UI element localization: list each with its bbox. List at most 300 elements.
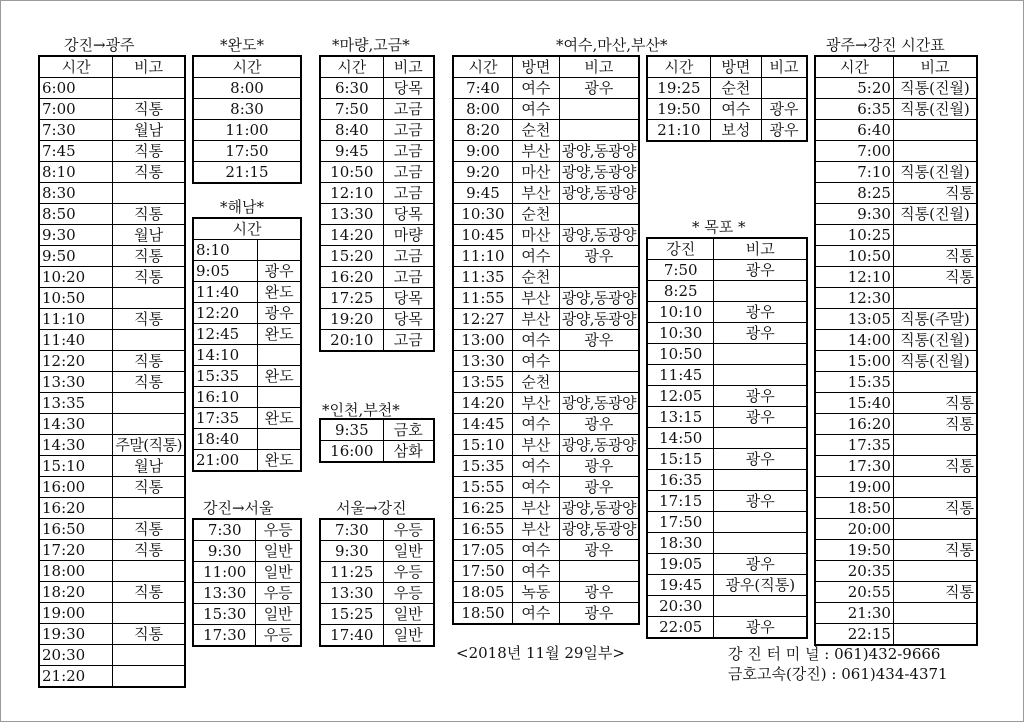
note-cell — [559, 561, 639, 582]
table-row — [815, 267, 977, 288]
table-row — [320, 246, 434, 267]
table-row — [39, 582, 185, 603]
time-cell: 9:30 — [320, 541, 383, 562]
table-row — [39, 498, 185, 519]
note-cell: 부산 — [512, 435, 559, 456]
table-row — [453, 99, 639, 120]
note-cell — [559, 372, 639, 393]
note-cell: 직통 — [113, 267, 185, 288]
time-cell: 12:20 — [193, 303, 258, 324]
table-row — [647, 407, 807, 428]
table-row — [320, 162, 434, 183]
note-cell: 우등 — [383, 583, 434, 604]
yeosu-evening-table — [646, 55, 808, 142]
time-cell: 11:35 — [453, 267, 512, 288]
table-row — [39, 204, 185, 225]
time-cell: 19:50 — [815, 540, 893, 561]
table-row — [815, 309, 977, 330]
kumho-phone: 061)434-4371 — [841, 665, 948, 683]
time-cell: 11:00 — [193, 120, 301, 141]
note-cell: 부산 — [512, 309, 559, 330]
table-row — [320, 583, 434, 604]
time-cell: 10:25 — [815, 225, 893, 246]
time-cell: 7:00 — [815, 141, 893, 162]
note-cell: 직통 — [113, 162, 185, 183]
time-cell: 19:30 — [39, 624, 113, 645]
table-row — [453, 246, 639, 267]
table-row — [647, 99, 807, 120]
table-row — [815, 414, 977, 435]
table-row — [647, 533, 807, 554]
table-row — [193, 261, 301, 282]
time-cell: 14:45 — [453, 414, 512, 435]
note-cell — [893, 624, 977, 646]
table-row — [453, 288, 639, 309]
table-row — [193, 625, 301, 647]
table-row — [453, 225, 639, 246]
time-cell: 8:25 — [647, 281, 714, 302]
time-cell: 15:35 — [453, 456, 512, 477]
time-cell: 21:15 — [193, 162, 301, 184]
time-cell: 13:35 — [39, 393, 113, 414]
table-row — [193, 562, 301, 583]
column-header: 시간 — [320, 56, 383, 78]
note-cell — [113, 78, 185, 99]
note-cell: 직통 — [893, 540, 977, 561]
time-cell: 17:40 — [320, 625, 383, 647]
incheon-table — [319, 418, 435, 463]
time-cell: 15:15 — [647, 449, 714, 470]
column-header: 시간 — [39, 56, 113, 78]
time-cell: 6:00 — [39, 78, 113, 99]
time-cell: 16:20 — [320, 267, 383, 288]
note-cell: 순천 — [512, 372, 559, 393]
time-cell: 13:15 — [647, 407, 714, 428]
note-cell: 직통 — [113, 246, 185, 267]
time-cell: 9:30 — [815, 204, 893, 225]
table-row — [193, 282, 301, 303]
note-cell: 여수 — [512, 99, 559, 120]
table-row — [39, 288, 185, 309]
note-cell: 여수 — [710, 99, 761, 120]
time-cell: 7:50 — [647, 260, 714, 281]
time-cell: 13:30 — [320, 204, 383, 225]
table-row — [39, 225, 185, 246]
time-cell: 19:00 — [39, 603, 113, 624]
note-cell: 광우 — [559, 456, 639, 477]
note-cell: 직통(진월) — [893, 351, 977, 372]
column-header: 비고 — [113, 56, 185, 78]
table-row — [193, 408, 301, 429]
time-cell: 17:30 — [193, 625, 256, 647]
time-cell: 20:10 — [320, 330, 383, 352]
time-cell: 12:30 — [815, 288, 893, 309]
time-cell: 19:00 — [815, 477, 893, 498]
note-cell: 광양,동광양 — [559, 183, 639, 204]
table-row — [647, 491, 807, 512]
note-cell: 월남 — [113, 456, 185, 477]
note-cell — [559, 204, 639, 225]
note-cell: 광양,동광양 — [559, 162, 639, 183]
header-row — [453, 56, 639, 78]
time-cell: 19:50 — [647, 99, 710, 120]
note-cell: 광양,동광양 — [559, 498, 639, 519]
table-row — [320, 99, 434, 120]
table-row — [193, 519, 301, 541]
note-cell — [113, 330, 185, 351]
note-cell: 직통 — [893, 498, 977, 519]
time-cell: 11:10 — [39, 309, 113, 330]
table-row — [193, 303, 301, 324]
time-cell: 9:20 — [453, 162, 512, 183]
time-cell: 9:45 — [320, 141, 383, 162]
time-cell: 10:50 — [39, 288, 113, 309]
table-row — [815, 456, 977, 477]
table-row — [453, 267, 639, 288]
table-row — [815, 183, 977, 204]
time-cell: 10:10 — [647, 302, 714, 323]
table-row — [39, 561, 185, 582]
table-row — [320, 141, 434, 162]
table-row — [647, 323, 807, 344]
table-row — [815, 330, 977, 351]
column-header: 강진 — [647, 238, 714, 260]
note-cell: 부산 — [512, 183, 559, 204]
note-cell: 주말(직통) — [113, 435, 185, 456]
note-cell: 직통 — [113, 99, 185, 120]
time-cell: 15:00 — [815, 351, 893, 372]
time-cell: 13:30 — [193, 583, 256, 604]
note-cell — [113, 288, 185, 309]
table-row — [320, 183, 434, 204]
time-cell: 8:10 — [193, 240, 258, 261]
table-row — [453, 141, 639, 162]
note-cell — [258, 345, 301, 366]
table-row — [647, 120, 807, 142]
column-header: 방면 — [710, 56, 761, 78]
table-row — [647, 512, 807, 533]
time-cell: 13:30 — [320, 583, 383, 604]
time-cell: 20:35 — [815, 561, 893, 582]
column-header: 방면 — [512, 56, 559, 78]
time-cell: 21:20 — [39, 666, 113, 688]
header-row — [815, 56, 977, 78]
time-cell: 12:27 — [453, 309, 512, 330]
time-cell: 14:50 — [647, 428, 714, 449]
note-cell: 완도 — [258, 408, 301, 429]
table-row — [320, 267, 434, 288]
table-row — [815, 519, 977, 540]
note-cell: 직통 — [893, 393, 977, 414]
time-cell: 8:50 — [39, 204, 113, 225]
haenam-title: *해남* — [220, 198, 264, 216]
table-row — [320, 78, 434, 99]
table-row — [193, 387, 301, 408]
table-row — [453, 519, 639, 540]
note-cell: 우등 — [383, 562, 434, 583]
time-cell: 12:45 — [193, 324, 258, 345]
time-cell: 10:20 — [39, 267, 113, 288]
note-cell — [714, 533, 807, 554]
note-cell: 직통 — [893, 456, 977, 477]
table-row — [453, 372, 639, 393]
table-row — [815, 498, 977, 519]
yeosu-title: *여수,마산,부산* — [556, 36, 668, 54]
table-row — [647, 260, 807, 281]
note-cell — [893, 477, 977, 498]
note-cell: 고금 — [383, 141, 434, 162]
time-cell: 9:45 — [453, 183, 512, 204]
time-cell: 17:15 — [647, 491, 714, 512]
time-cell: 17:25 — [320, 288, 383, 309]
time-cell: 16:00 — [39, 477, 113, 498]
mokpo-title: * 목포 * — [692, 218, 746, 236]
note-cell: 고금 — [383, 120, 434, 141]
time-cell: 13:05 — [815, 309, 893, 330]
note-cell — [893, 120, 977, 141]
table-row — [193, 240, 301, 261]
table-row — [39, 393, 185, 414]
note-cell: 월남 — [113, 120, 185, 141]
time-cell: 16:55 — [453, 519, 512, 540]
terminal-phone-line — [728, 643, 940, 664]
time-cell: 8:30 — [193, 99, 301, 120]
note-cell: 여수 — [512, 456, 559, 477]
note-cell: 광우 — [714, 617, 807, 639]
time-cell: 15:30 — [193, 604, 256, 625]
maryang-table — [319, 55, 435, 352]
note-cell: 부산 — [512, 498, 559, 519]
table-row — [815, 120, 977, 141]
table-row — [39, 603, 185, 624]
note-cell: 여수 — [512, 561, 559, 582]
seoul-gangjin-table — [319, 518, 435, 647]
note-cell: 우등 — [256, 625, 301, 647]
note-cell — [893, 288, 977, 309]
column-header: 비고 — [762, 56, 808, 78]
table-row — [39, 162, 185, 183]
table-row — [815, 540, 977, 561]
time-cell: 16:50 — [39, 519, 113, 540]
note-cell: 당목 — [383, 288, 434, 309]
table-row — [815, 477, 977, 498]
note-cell: 광우 — [559, 246, 639, 267]
note-cell: 고금 — [383, 330, 434, 352]
table-row — [647, 449, 807, 470]
table-row — [193, 366, 301, 387]
table-row — [647, 596, 807, 617]
column-header: 비고 — [714, 238, 807, 260]
column-header: 시간 — [815, 56, 893, 78]
note-cell: 직통 — [113, 351, 185, 372]
table-row — [320, 225, 434, 246]
table-row — [193, 141, 301, 162]
table-row — [320, 204, 434, 225]
time-cell: 12:10 — [320, 183, 383, 204]
table-row — [453, 582, 639, 603]
note-cell: 여수 — [512, 603, 559, 625]
note-cell: 금호 — [383, 419, 434, 441]
table-row — [39, 435, 185, 456]
note-cell — [714, 512, 807, 533]
note-cell — [258, 240, 301, 261]
table-row — [193, 429, 301, 450]
note-cell: 당목 — [383, 309, 434, 330]
note-cell: 완도 — [258, 324, 301, 345]
note-cell: 광우 — [714, 407, 807, 428]
time-cell: 9:35 — [320, 419, 383, 441]
table-row — [39, 666, 185, 688]
table-row — [39, 624, 185, 645]
time-cell: 18:50 — [815, 498, 893, 519]
gangjin-seoul-title: 강진→서울 — [203, 499, 274, 517]
table-row — [815, 435, 977, 456]
table-row — [193, 120, 301, 141]
note-cell: 완도 — [258, 450, 301, 472]
terminal-phone: 061)432-9666 — [834, 645, 941, 663]
table-row — [193, 345, 301, 366]
gwangju-gangjin-table — [814, 55, 978, 646]
table-row — [815, 372, 977, 393]
note-cell: 광우 — [559, 414, 639, 435]
note-cell: 직통 — [893, 246, 977, 267]
table-row — [193, 583, 301, 604]
note-cell — [893, 435, 977, 456]
table-row — [320, 519, 434, 541]
table-row — [453, 204, 639, 225]
time-cell: 14:30 — [39, 414, 113, 435]
column-header: 시간 — [193, 218, 301, 240]
note-cell: 월남 — [113, 225, 185, 246]
table-row — [193, 450, 301, 472]
note-cell: 고금 — [383, 267, 434, 288]
time-cell: 15:35 — [193, 366, 258, 387]
time-cell: 17:20 — [39, 540, 113, 561]
table-row — [320, 419, 434, 441]
kumho-phone-line — [728, 663, 948, 684]
note-cell: 광우(직통) — [714, 575, 807, 596]
note-cell — [559, 267, 639, 288]
time-cell: 10:50 — [647, 344, 714, 365]
table-row — [39, 519, 185, 540]
note-cell: 직통 — [893, 267, 977, 288]
time-cell: 9:00 — [453, 141, 512, 162]
note-cell — [893, 561, 977, 582]
note-cell: 광우 — [559, 540, 639, 561]
table-row — [815, 393, 977, 414]
time-cell: 8:40 — [320, 120, 383, 141]
time-cell: 17:50 — [193, 141, 301, 162]
table-row — [453, 309, 639, 330]
note-cell: 직통 — [893, 582, 977, 603]
header-row — [320, 56, 434, 78]
note-cell: 광양,동광양 — [559, 393, 639, 414]
time-cell: 6:35 — [815, 99, 893, 120]
note-cell: 광우 — [714, 449, 807, 470]
time-cell: 21:10 — [647, 120, 710, 142]
table-row — [815, 288, 977, 309]
time-cell: 7:50 — [320, 99, 383, 120]
note-cell: 삼화 — [383, 441, 434, 463]
table-row — [193, 99, 301, 120]
table-row — [39, 456, 185, 477]
note-cell: 직통 — [113, 204, 185, 225]
note-cell: 광양,동광양 — [559, 435, 639, 456]
note-cell: 직통(진월) — [893, 204, 977, 225]
time-cell: 20:30 — [647, 596, 714, 617]
table-row — [193, 78, 301, 99]
note-cell: 일반 — [256, 562, 301, 583]
time-cell: 15:20 — [320, 246, 383, 267]
time-cell: 16:25 — [453, 498, 512, 519]
header-row — [193, 218, 301, 240]
note-cell: 광우 — [714, 260, 807, 281]
table-row — [39, 141, 185, 162]
note-cell — [714, 365, 807, 386]
table-row — [193, 604, 301, 625]
note-cell: 당목 — [383, 78, 434, 99]
table-row — [193, 162, 301, 184]
note-cell: 직통 — [113, 519, 185, 540]
time-cell: 8:25 — [815, 183, 893, 204]
note-cell: 여수 — [512, 414, 559, 435]
note-cell: 직통 — [113, 477, 185, 498]
time-cell: 10:45 — [453, 225, 512, 246]
note-cell: 마산 — [512, 162, 559, 183]
incheon-title: *인천,부천* — [322, 401, 400, 419]
time-cell: 6:40 — [815, 120, 893, 141]
table-row — [647, 554, 807, 575]
time-cell: 10:50 — [320, 162, 383, 183]
note-cell — [113, 666, 185, 688]
note-cell: 광우 — [559, 330, 639, 351]
note-cell: 여수 — [512, 351, 559, 372]
note-cell: 여수 — [512, 330, 559, 351]
table-row — [815, 624, 977, 646]
note-cell — [113, 498, 185, 519]
note-cell: 광우 — [714, 386, 807, 407]
note-cell: 순천 — [512, 267, 559, 288]
note-cell — [893, 225, 977, 246]
note-cell — [893, 141, 977, 162]
table-row — [647, 302, 807, 323]
seoul-gangjin-title: 서울→강진 — [336, 499, 407, 517]
table-row — [815, 582, 977, 603]
time-cell: 8:00 — [193, 78, 301, 99]
note-cell: 녹동 — [512, 582, 559, 603]
time-cell: 14:20 — [320, 225, 383, 246]
gangjin-gwangju-title: 강진→광주 — [64, 36, 135, 54]
note-cell: 직통(진월) — [893, 99, 977, 120]
table-row — [320, 288, 434, 309]
table-row — [815, 603, 977, 624]
table-row — [320, 120, 434, 141]
time-cell: 14:20 — [453, 393, 512, 414]
table-row — [647, 386, 807, 407]
table-row — [320, 441, 434, 463]
note-cell — [113, 393, 185, 414]
table-row — [453, 603, 639, 625]
time-cell: 10:30 — [647, 323, 714, 344]
table-row — [647, 78, 807, 99]
table-row — [815, 351, 977, 372]
time-cell: 8:30 — [39, 183, 113, 204]
note-cell: 직통 — [113, 309, 185, 330]
time-cell: 19:05 — [647, 554, 714, 575]
table-row — [39, 372, 185, 393]
note-cell: 여수 — [512, 540, 559, 561]
note-cell — [714, 428, 807, 449]
